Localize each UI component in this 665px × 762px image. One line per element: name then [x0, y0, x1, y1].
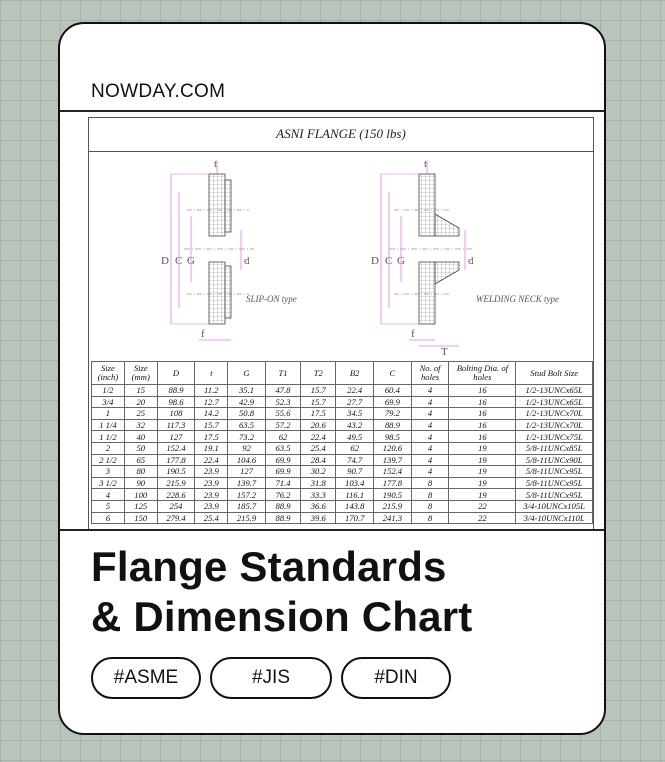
table-cell: 3 1/2 [92, 477, 125, 489]
table-cell: 22 [449, 512, 516, 524]
table-cell: 98.6 [157, 396, 195, 408]
table-cell: 76.2 [265, 489, 300, 501]
table-cell: 25 [124, 408, 157, 420]
table-cell: 152.4 [157, 442, 195, 454]
table-cell: 108 [157, 408, 195, 420]
table-cell: 36.6 [301, 500, 336, 512]
flange-document-image [60, 113, 604, 529]
table-cell: 16 [449, 385, 516, 397]
table-cell: 17.5 [301, 408, 336, 420]
table-cell: 55.6 [265, 408, 300, 420]
table-cell: 125 [124, 500, 157, 512]
table-cell: 23.9 [195, 477, 228, 489]
title-line-2: & Dimension Chart [91, 593, 473, 640]
table-cell: 88.9 [265, 512, 300, 524]
article-card [58, 22, 606, 735]
table-cell: 5/8-11UNCx95L [516, 489, 593, 501]
table-cell: 69.9 [374, 396, 412, 408]
table-row [92, 442, 593, 454]
table-cell: 1/2-13UNCx70L [516, 419, 593, 431]
table-cell: 5/8-11UNCx95L [516, 477, 593, 489]
label-C-neck: C [385, 255, 393, 267]
label-G-neck: G [397, 255, 405, 267]
table-cell: 22.4 [195, 454, 228, 466]
table-cell: 4 [411, 408, 449, 420]
table-cell: 190.5 [157, 466, 195, 478]
document-title: ASNI FLANGE (150 lbs) [276, 126, 406, 141]
page-title [91, 542, 472, 642]
table-header-cell: Bolting Dia. of holes [449, 362, 516, 385]
table-header-cell: T1 [265, 362, 300, 385]
table-cell: 3/4-10UNCx105L [516, 500, 593, 512]
table-cell: 28.4 [301, 454, 336, 466]
table-cell: 40 [124, 431, 157, 443]
label-t: t [214, 158, 218, 170]
table-cell: 215.9 [374, 500, 412, 512]
table-header-cell: T2 [301, 362, 336, 385]
table-cell: 150 [124, 512, 157, 524]
table-header-cell: B2 [336, 362, 374, 385]
label-G: G [187, 255, 195, 267]
table-cell: 57.2 [265, 419, 300, 431]
table-cell: 39.6 [301, 512, 336, 524]
table-cell: 15.7 [301, 385, 336, 397]
table-cell: 127 [228, 466, 266, 478]
table-cell: 74.7 [336, 454, 374, 466]
table-cell: 63.5 [228, 419, 266, 431]
table-cell: 49.5 [336, 431, 374, 443]
table-row [92, 431, 593, 443]
table-header-cell: Stud Bolt Size [516, 362, 593, 385]
label-f: f [201, 328, 205, 340]
table-row [92, 466, 593, 478]
table-cell: 35.1 [228, 385, 266, 397]
table-cell: 16 [449, 419, 516, 431]
table-cell: 32 [124, 419, 157, 431]
table-cell: 127 [157, 431, 195, 443]
table-cell: 4 [411, 396, 449, 408]
tag-list [91, 657, 451, 699]
table-cell: 88.9 [374, 419, 412, 431]
table-cell: 116.1 [336, 489, 374, 501]
table-cell: 19 [449, 454, 516, 466]
flange-dimension-table [91, 361, 593, 524]
label-d: d [244, 255, 250, 267]
table-cell: 60.4 [374, 385, 412, 397]
table-header-cell: C [374, 362, 412, 385]
table-cell: 4 [411, 442, 449, 454]
label-d-neck: d [468, 255, 474, 267]
table-cell: 15 [124, 385, 157, 397]
table-cell: 16 [449, 396, 516, 408]
table-cell: 4 [411, 385, 449, 397]
table-cell: 103.4 [336, 477, 374, 489]
table-cell: 120.6 [374, 442, 412, 454]
table-cell: 22.4 [301, 431, 336, 443]
table-cell: 15.7 [195, 419, 228, 431]
table-cell: 27.7 [336, 396, 374, 408]
table-cell: 19.1 [195, 442, 228, 454]
table-cell: 11.2 [195, 385, 228, 397]
table-row [92, 512, 593, 524]
table-row [92, 500, 593, 512]
table-cell: 15.7 [301, 396, 336, 408]
table-cell: 3/4 [92, 396, 125, 408]
table-cell: 14.2 [195, 408, 228, 420]
table-cell: 177.8 [374, 477, 412, 489]
table-cell: 170.7 [336, 512, 374, 524]
table-cell: 80 [124, 466, 157, 478]
flange-diagram [89, 152, 595, 357]
table-header-cell: Size (inch) [92, 362, 125, 385]
table-cell: 92 [228, 442, 266, 454]
table-cell: 47.8 [265, 385, 300, 397]
table-cell: 6 [92, 512, 125, 524]
table-cell: 22.4 [336, 385, 374, 397]
table-cell: 88.9 [157, 385, 195, 397]
table-cell: 8 [411, 477, 449, 489]
table-cell: 1/2 [92, 385, 125, 397]
slip-on-label: SLIP-ON type [246, 294, 297, 304]
table-cell: 71.4 [265, 477, 300, 489]
table-cell: 8 [411, 489, 449, 501]
table-header-cell: D [157, 362, 195, 385]
table-cell: 228.6 [157, 489, 195, 501]
table-cell: 5/8-11UNCx85L [516, 442, 593, 454]
title-line-1: Flange Standards [91, 543, 447, 590]
table-cell: 143.8 [336, 500, 374, 512]
tag-asme[interactable]: #ASME [91, 657, 201, 699]
table-cell: 1 1/2 [92, 431, 125, 443]
table-cell: 190.5 [374, 489, 412, 501]
table-cell: 4 [92, 489, 125, 501]
table-cell: 19 [449, 489, 516, 501]
table-row [92, 489, 593, 501]
table-cell: 100 [124, 489, 157, 501]
table-cell: 19 [449, 442, 516, 454]
table-cell: 5 [92, 500, 125, 512]
table-row [92, 408, 593, 420]
table-cell: 52.3 [265, 396, 300, 408]
label-T-neck: T [441, 346, 448, 357]
table-cell: 2 [92, 442, 125, 454]
table-cell: 20.6 [301, 419, 336, 431]
welding-neck-flange-drawing [371, 158, 559, 357]
welding-neck-label: WELDING NECK type [476, 294, 559, 304]
table-cell: 4 [411, 466, 449, 478]
table-cell: 4 [411, 419, 449, 431]
slip-on-flange-drawing [161, 158, 297, 340]
table-cell: 69.9 [265, 454, 300, 466]
table-cell: 23.9 [195, 500, 228, 512]
tag-jis[interactable]: #JIS [210, 657, 332, 699]
table-cell: 19 [449, 466, 516, 478]
table-cell: 8 [411, 500, 449, 512]
table-row [92, 385, 593, 397]
table-cell: 4 [411, 431, 449, 443]
table-cell: 8 [411, 512, 449, 524]
table-header-cell: No. of holes [411, 362, 449, 385]
table-cell: 177.8 [157, 454, 195, 466]
table-cell: 215.9 [228, 512, 266, 524]
table-cell: 90 [124, 477, 157, 489]
table-cell: 215.9 [157, 477, 195, 489]
table-cell: 62 [336, 442, 374, 454]
table-header-cell: Size (mm) [124, 362, 157, 385]
table-cell: 19 [449, 477, 516, 489]
table-cell: 62 [265, 431, 300, 443]
table-cell: 34.5 [336, 408, 374, 420]
table-cell: 17.5 [195, 431, 228, 443]
table-cell: 12.7 [195, 396, 228, 408]
table-cell: 139.7 [374, 454, 412, 466]
table-cell: 117.3 [157, 419, 195, 431]
table-cell: 1/2-13UNCx75L [516, 431, 593, 443]
header-divider [60, 110, 604, 112]
table-cell: 1 1/4 [92, 419, 125, 431]
table-row [92, 419, 593, 431]
label-C: C [175, 255, 183, 267]
table-cell: 73.2 [228, 431, 266, 443]
table-cell: 65 [124, 454, 157, 466]
table-cell: 5/8-11UNCx95L [516, 466, 593, 478]
table-cell: 30.2 [301, 466, 336, 478]
label-f-neck: f [411, 328, 415, 340]
table-row [92, 477, 593, 489]
table-cell: 157.2 [228, 489, 266, 501]
table-cell: 3 [92, 466, 125, 478]
tag-din[interactable]: #DIN [341, 657, 451, 699]
site-name[interactable]: NOWDAY.COM [91, 81, 226, 102]
table-cell: 88.9 [265, 500, 300, 512]
table-row [92, 396, 593, 408]
label-D: D [161, 255, 169, 267]
table-cell: 279.4 [157, 512, 195, 524]
table-cell: 1/2-13UNCx65L [516, 385, 593, 397]
table-cell: 241.3 [374, 512, 412, 524]
label-t-neck: t [424, 158, 428, 170]
table-cell: 185.7 [228, 500, 266, 512]
table-cell: 254 [157, 500, 195, 512]
table-header-cell: t [195, 362, 228, 385]
table-row [92, 454, 593, 466]
table-cell: 98.5 [374, 431, 412, 443]
table-cell: 50 [124, 442, 157, 454]
table-cell: 4 [411, 454, 449, 466]
table-cell: 1/2-13UNCx70L [516, 408, 593, 420]
table-cell: 22 [449, 500, 516, 512]
table-cell: 23.9 [195, 466, 228, 478]
table-header-cell: G [228, 362, 266, 385]
label-D-neck: D [371, 255, 379, 267]
table-cell: 23.9 [195, 489, 228, 501]
table-cell: 69.9 [265, 466, 300, 478]
table-cell: 33.3 [301, 489, 336, 501]
table-cell: 1/2-13UNCx65L [516, 396, 593, 408]
table-cell: 25.4 [301, 442, 336, 454]
table-cell: 63.5 [265, 442, 300, 454]
table-cell: 2 1/2 [92, 454, 125, 466]
table-header-row [92, 362, 593, 385]
table-cell: 25.4 [195, 512, 228, 524]
table-cell: 79.2 [374, 408, 412, 420]
table-cell: 104.6 [228, 454, 266, 466]
table-cell: 5/8-11UNCx90L [516, 454, 593, 466]
table-cell: 42.9 [228, 396, 266, 408]
table-cell: 90.7 [336, 466, 374, 478]
table-cell: 20 [124, 396, 157, 408]
table-cell: 3/4-10UNCx110L [516, 512, 593, 524]
table-cell: 1 [92, 408, 125, 420]
table-cell: 152.4 [374, 466, 412, 478]
document-frame [88, 117, 594, 529]
table-cell: 50.8 [228, 408, 266, 420]
table-cell: 16 [449, 408, 516, 420]
table-cell: 139.7 [228, 477, 266, 489]
table-cell: 43.2 [336, 419, 374, 431]
table-cell: 31.8 [301, 477, 336, 489]
image-bottom-divider [60, 529, 604, 531]
table-cell: 16 [449, 431, 516, 443]
